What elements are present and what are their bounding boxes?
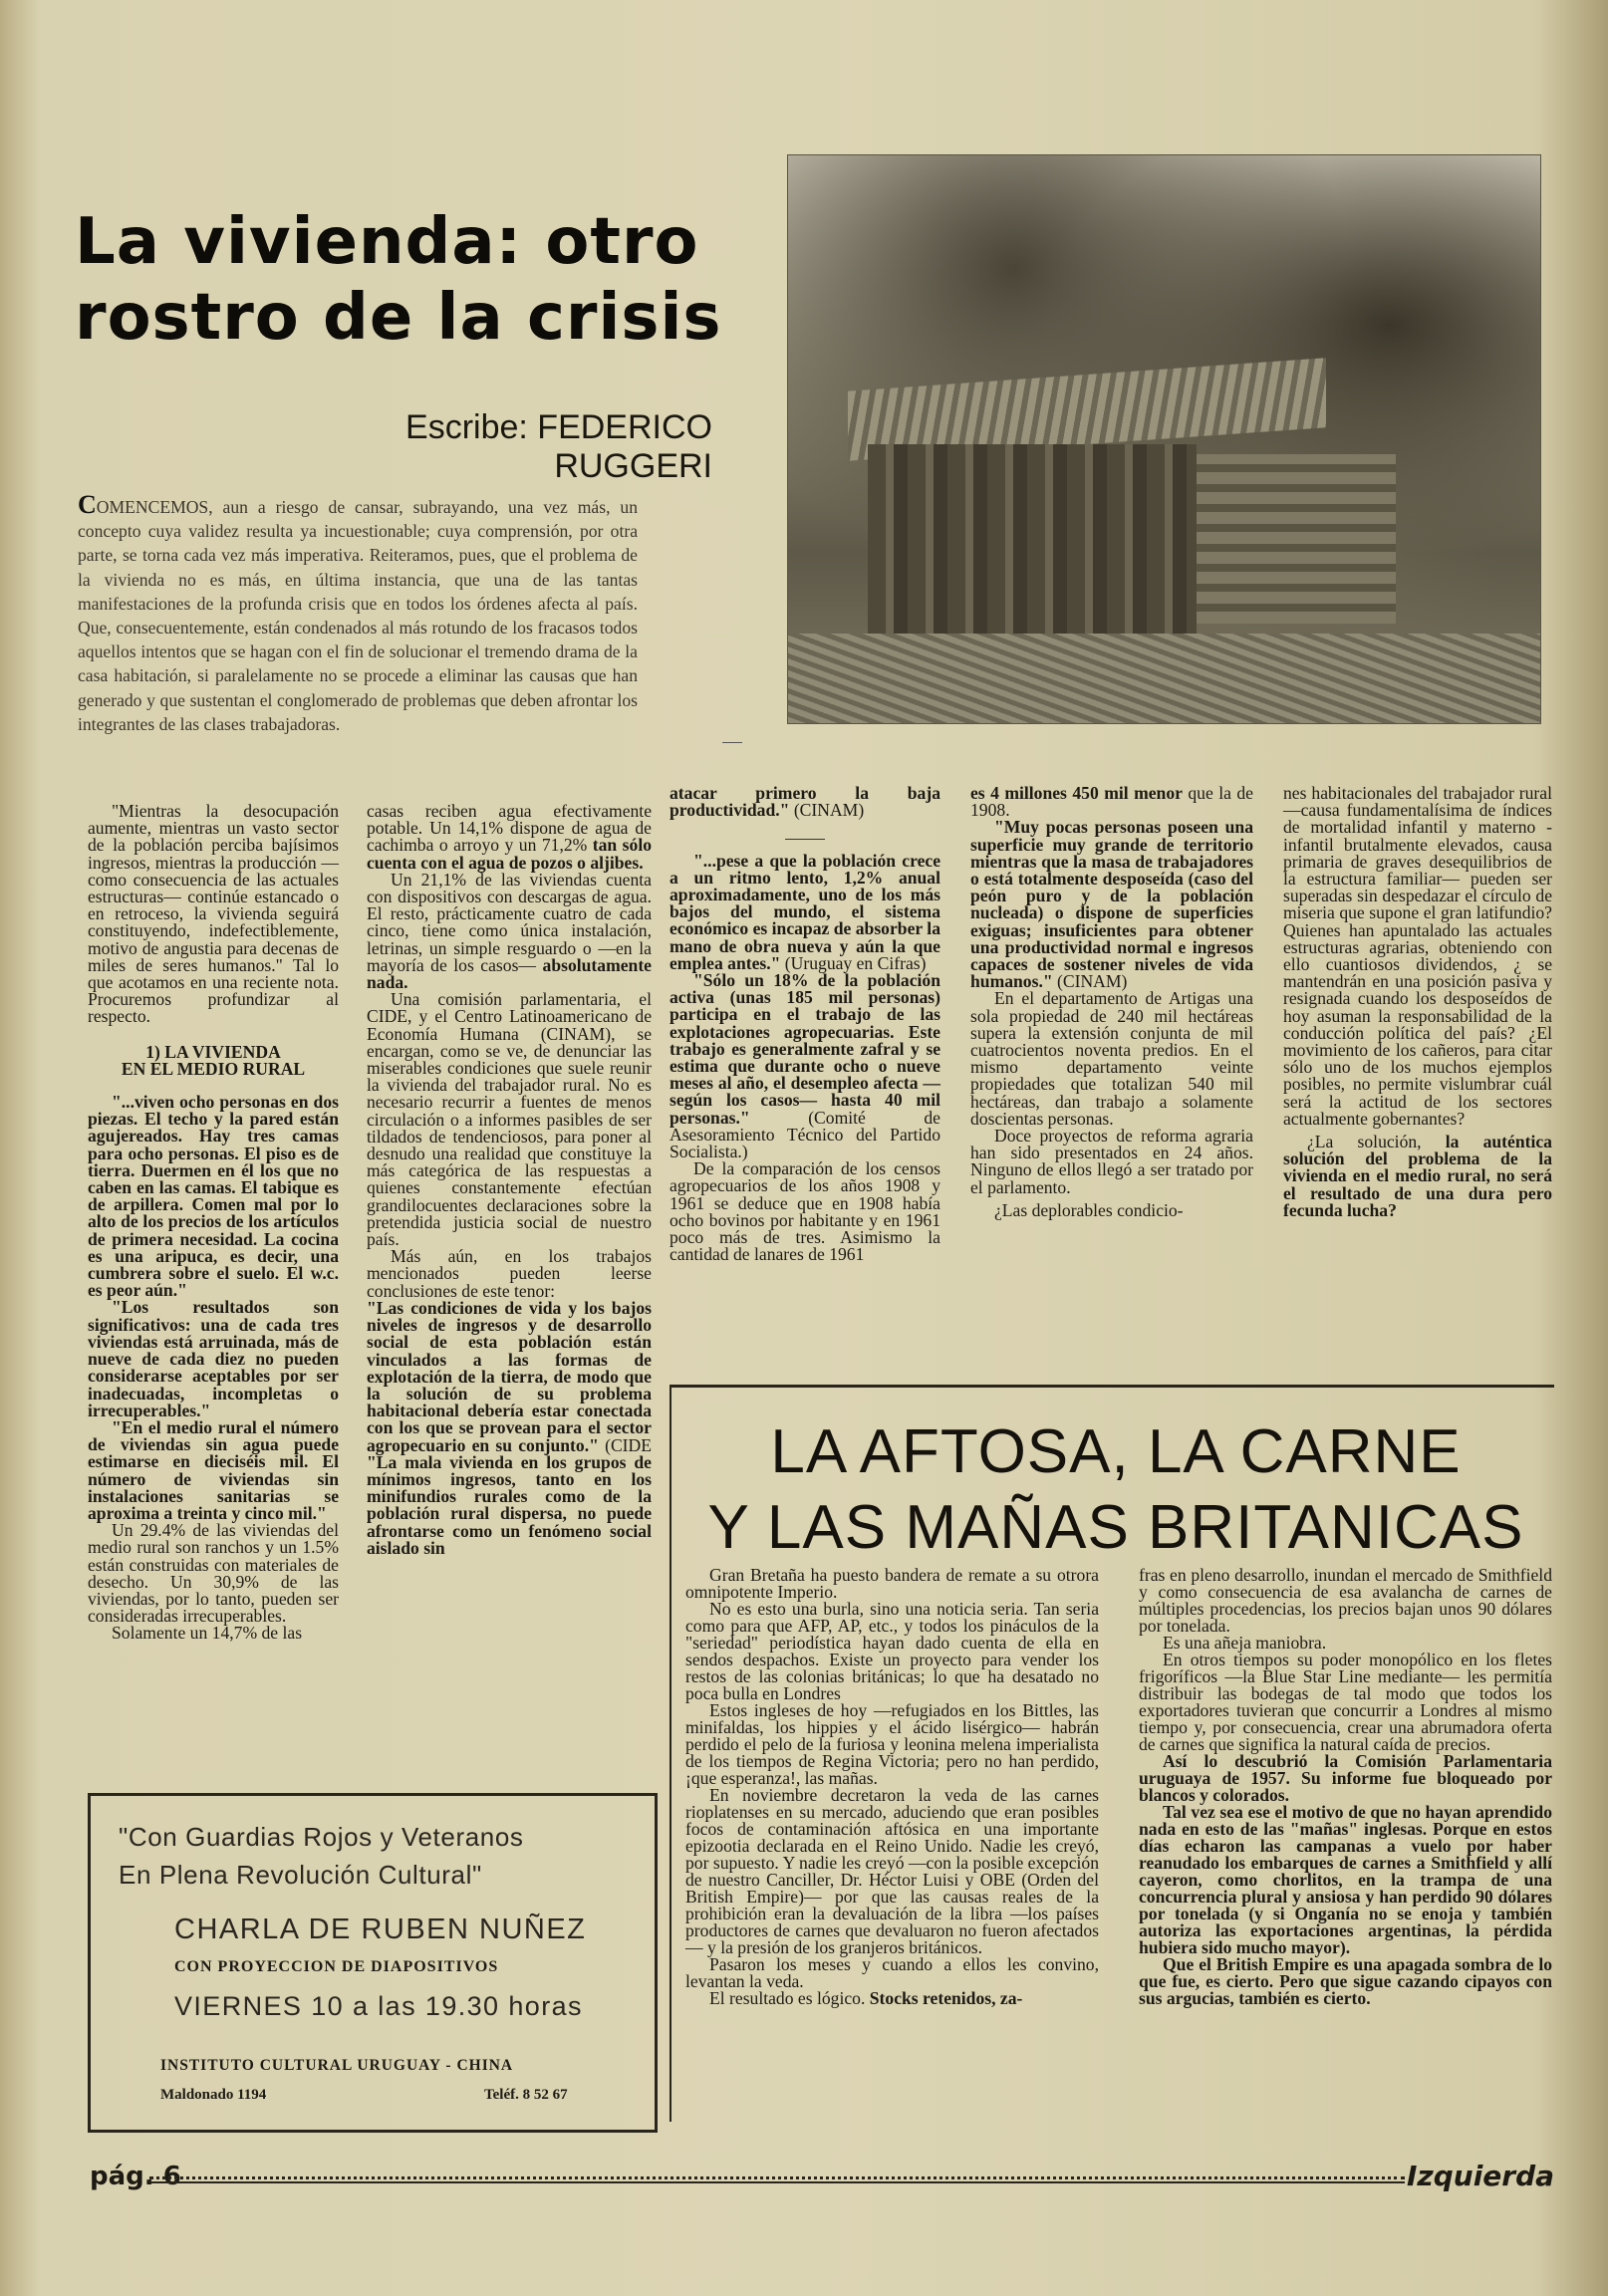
quote — [670, 850, 940, 973]
separator-dash — [722, 742, 742, 743]
paragraph: En noviembre decretaron la veda de las carnes rioplatenses en su mercado, aduciendo que eran posibles focos de contaminación aftósica en una importante epizootia declarada en el Reino Unido. Nadie les creyó, por supuesto. Y nadie les creyó —con la posible excepción de nuestro Canciller, Dr. Héctor Luisi y OBE (Orden del British Empire)— por que las causas reales de la prohibición eran la devaluación de la libra —los países productores de carnes que devaluaron no fueron afectados— y la presión de los granjeros británicos. — [685, 1785, 1099, 1957]
paragraph — [970, 785, 1253, 819]
text-run-bold: "Las condiciones de vida y los bajos niveles de ingresos y de desarrollo social de esta población están vinculados a las formas de explotación de la tierra, de modo que la solución de su problema habitacional debería estar conectada con los que se provean para el sector agropecuario en su conjunto." — [367, 1297, 652, 1455]
text-run: casas reciben agua efectivamente potable. Un 14,1% dispone de agua de cachimba o arroyo y un 71,2% — [367, 801, 652, 856]
ad-organizer: INSTITUTO CULTURAL URUGUAY - CHINA — [160, 2057, 514, 2074]
paragraph: En otros tiempos su poder monopólico en los fletes frigoríficos —la Blue Star Line mediante— les permitía distribuir las bodegas de tal modo que todos los exportadores tuvieran que concurrir a Londres al mismo tiempo y, por consecuencia, crear una abrumadora oferta de carnes que significa la natural caída de precios. — [1139, 1650, 1552, 1754]
article2-column-2 — [1139, 1567, 1552, 2007]
ad-speaker: CHARLA DE RUBEN NUÑEZ — [174, 1913, 587, 1945]
article-photo-shack — [787, 154, 1541, 724]
masthead-logo: Izquierda — [1407, 2160, 1555, 2192]
text-run-bold: "La mala vivienda en los grupos de mínimos ingresos, tanto en los minifundios rurales como de la población rural dispersa, no puede afrontarse como un fenómeno social aislado sin — [367, 1451, 652, 1558]
section-heading-line2: EN EL MEDIO RURAL — [121, 1058, 306, 1079]
article-column-2 — [367, 803, 652, 1557]
paragraph: Es una añeja maniobra. — [1163, 1633, 1327, 1653]
quote: "Los resultados son significativos: una de cada tres viviendas está arruinada, más de nueve de cada diez no pueden considerarse aceptables por ser inadecuadas, incompletas o irrecuperables." — [88, 1297, 339, 1420]
paragraph — [670, 785, 940, 819]
paragraph: Estos ingleses de hoy —refugiados en los Bittles, las minifaldas, los hippies y el ácido lisérgico— habrán perdido el pelo de la furiosa y leonina melena imperialista de los tiempos de Regina Victoria; pero no han perdido, ¡que esperanza!, las mañas. — [685, 1700, 1099, 1788]
event-advertisement-box — [88, 1793, 658, 2133]
article-title-line1: La vivienda: otro — [75, 205, 699, 279]
paragraph: De la comparación de los censos agropecuarios de los años 1908 y 1961 se deduce que en 1908 había ocho bovinos por habitante y en 1961 poco más de tres. Asimismo la cantidad de lanares de 1961 — [670, 1158, 940, 1265]
text-run-bold: tan sólo cuenta con el agua de pozos o aljibes. — [367, 835, 653, 873]
paragraph: No es esto una burla, sino una noticia seria. Tan seria como para que AFP, AP, etc., y todos los pináculos de la "seriedad" periodística hayan dado cuenta de ella en sendos despachos. Existe un proyecto para vender los restos de las colonias británicas; lo que ha desatado no poca bulla en Londres — [685, 1599, 1099, 1703]
article2-title — [677, 1414, 1554, 1566]
drop-cap: C — [78, 490, 97, 519]
text-run: (Uruguay en Cifras) — [780, 952, 927, 973]
paragraph: "Mientras la desocupación aumente, mientras un vasto sector de la población perciba bajísimos ingresos, mientras la producción —como consecuencia de las actuales estructuras— continúe estancado o en retroceso, la vivienda seguirá constituyendo, indefectiblemente, motivo de angustia para decenas de miles de seres humanos." Tal lo que acotamos en una reciente nota. Procuremos profundizar al respecto. — [88, 801, 339, 1027]
paragraph: Gran Bretaña ha puesto bandera de remate a su otrora omnipotente Imperio. — [685, 1565, 1099, 1602]
text-run: que la de 1908. — [970, 783, 1253, 821]
paragraph: Así lo descubrió la Comisión Parlamentaria uruguaya de 1957. Su informe fue bloqueado por blancos y colorados. — [1139, 1751, 1552, 1805]
article-column-1 — [88, 803, 339, 1643]
ad-quote-line2: En Plena Revolución Cultural" — [119, 1860, 482, 1890]
text-run: (CINAM) — [789, 800, 865, 821]
quote — [670, 972, 940, 1160]
text-run-bold: "Muy pocas personas poseen una superficie muy grande de territorio mientras que la masa de trabajadores o está totalmente desposeída (caso del peón puro y de la población nucleada) o dispone de superficies exiguas; insuficientes para obtener una productividad normal e ingresos capaces de sostener niveles de vida humanos." — [970, 817, 1253, 992]
ad-datetime: VIERNES 10 a las 19.30 horas — [174, 1991, 583, 2021]
ad-phone: Teléf. 8 52 67 — [484, 2087, 568, 2103]
article2-column-1 — [685, 1567, 1099, 2007]
paragraph: En el departamento de Artigas una sola propiedad de 240 mil hectáreas supera la extensión conjunta de mil cuatrocientos noventa predios. En el mismo departamento veinte propiedades que totalizan 540 mil hectáreas, dan trabajo a solamente doscientas personas. — [970, 988, 1253, 1129]
article2-top-rule — [670, 1385, 1554, 1388]
article-column-5 — [1283, 785, 1552, 1219]
quote — [367, 1297, 652, 1558]
page-number: pág. 6 — [90, 2162, 181, 2191]
paragraph: nes habitacionales del trabajador rural —causa fundamentalísima de índices de mortalidad infantil y materno - infantil brutalmente elevados, causa primaria de graves desequilibrios de la estructura familiar— pueden ser superadas sin despedazar el círculo de miseria que supone el gran latifundio? Quienes han apuntalado las actuales estructuras agrarias, obteniendo con ello cuantiosos dividendos, ¿ se mantendrán en una posición pasiva y resignada cuando los desposeídos de hoy asuman la responsabilidad de la conducción política del país? ¿El movimiento de los cañeros, para citar sólo uno de los muchos ejemplos posibles, no permite vislumbrar cuál será la actitud de los sectores actualmente gobernantes? — [1283, 783, 1552, 1129]
lead-text: OMENCEMOS, aun a riesgo de cansar, subrayando, una vez más, un concepto cuya validez resulta ya incuestionable; cuya comprensión, por otra parte, se torna cada vez más imperativa. Reiteramos, pues, que el problema de la vivienda no es más, en última instancia, que una de las tantas manifestaciones de la profunda crisis que en todos los órdenes afecta al país. Que, consecuentemente, están condenados al más rotundo de los fracasos todos aquellos intentos que se hagan con el fin de solucionar el tremendo drama de la casa habitación, si paralelamente no se procede a eliminar las causas que han generado y que sustentan el conglomerado de problemas que deben afrontar los integrantes de las clases trabajadoras. — [78, 497, 638, 734]
photo-wall — [868, 444, 1197, 643]
quote: "...viven ocho personas en dos piezas. El techo y la pared están agujereados. Hay tres camas para ocho personas. El piso es de tierra. Duermen en él los que no caben en las camas. El tabique es de arpillera. Comen mal por lo alto de los precios de los artículos de primera necesidad. La cocina es una aripuca, es decir, una cumbrera sobre el suelo. El w.c. es peor aún." — [88, 1092, 339, 1301]
text-run: El resultado es lógico. — [709, 1988, 870, 2008]
paragraph — [1283, 1134, 1552, 1219]
article-title-line2: rostro de la crisis — [75, 281, 722, 355]
paragraph: fras en pleno desarrollo, inundan el mercado de Smithfield y como consecuencia de esa avalancha de carnes de múltiples procedencias, los precios bajan unos 90 dólares por tonelada. — [1139, 1565, 1552, 1636]
paragraph — [685, 1990, 1099, 2007]
article2-title-line2: Y LAS MAÑAS BRITANICAS — [707, 1493, 1524, 1562]
paragraph: Una comisión parlamentaria, el CIDE, y el Centro Latinoamericano de Economía Humana (CINAM), se encargan, como se ve, de denunciar las miserables condiciones que suele reunir la vivienda del trabajador rural. No es necesario recurrir a fuentes de menos circulación o a informes pasibles de ser tildados de tendenciosos, para poner al desnudo una realidad que constituye la más categórica de las respuestas a quienes constantemente efectúan grandilocuentes declaraciones sobre la pretendida justicia social de nuestro país. — [367, 989, 652, 1250]
text-run: ¿La solución, — [1307, 1132, 1446, 1152]
quote: "En el medio rural el número de viviendas sin agua puede estimarse en dieciséis mil. El número de viviendas sin instalaciones sanitarias se aproxima a treinta y cinco mil." — [88, 1416, 339, 1523]
text-run: (CIDE — [598, 1434, 652, 1455]
text-run: Un 21,1% de las viviendas cuenta con dispositivos con descargas de agua. El resto, prácticamente cuatro de cada cinco, tiene como única instalación, letrinas, un simple resguardo o —en la mayoría de los casos— — [367, 869, 652, 975]
text-run-bold: absolutamente nada. — [367, 954, 652, 993]
ad-quote — [119, 1818, 637, 1894]
text-run-bold: atacar primero la baja productividad." — [670, 783, 940, 821]
separator-rule — [670, 829, 940, 846]
text-run-bold: la auténtica solución del problema de la vivienda en el medio rural, no será el resultado de una dura pero fecunda lucha? — [1283, 1132, 1552, 1220]
lead-paragraph — [78, 490, 638, 736]
article2-left-rule — [670, 1385, 671, 2122]
ad-address: Maldonado 1194 — [160, 2087, 267, 2103]
text-run-bold: Stocks retenidos, za- — [869, 1988, 1023, 2008]
text-run-bold: "Sólo un 18% de la población activa (unas 185 mil personas) participa en el trabajo de las explotaciones agropecuarias. Este trabajo es generalmente zafral y se estima que durante ocho o nueve meses al año, el desempleo afecta —según los casos— hasta 40 mil personas." — [670, 970, 940, 1128]
ad-subtitle: CON PROYECCION DE DIAPOSITIVOS — [174, 1958, 499, 1975]
section-heading-line1: 1) LA VIVIENDA — [145, 1041, 281, 1062]
article2-title-line1: LA AFTOSA, LA CARNE — [770, 1417, 1462, 1486]
paragraph — [367, 869, 652, 993]
paragraph: Que el British Empire es una apagada sombra de lo que fue, es cierto. Pero que sigue cazando cipayos con sus argucias, también es cierto. — [1139, 1954, 1552, 2008]
article-column-3 — [670, 785, 940, 1263]
text-run-bold: "...pese a que la población crece a un ritmo lento, 1,2% anual aproximadamente, uno de los más bajos del mundo, el sistema económico es incapaz de absorber la mano de obra nueva y aún la que emplea antes." — [670, 850, 940, 973]
paragraph: Solamente un 14,7% de las — [112, 1623, 303, 1644]
paragraph — [367, 803, 652, 872]
article-title — [75, 204, 722, 356]
article-column-4 — [970, 785, 1253, 1219]
text-run-bold: es 4 millones 450 mil menor — [970, 783, 1183, 803]
quote — [970, 819, 1253, 990]
ad-quote-line1: "Con Guardias Rojos y Veteranos — [119, 1822, 524, 1852]
paragraph: ¿Las deplorables condicio- — [994, 1199, 1184, 1220]
photo-wall-side — [1197, 454, 1396, 624]
footer-rule — [149, 2181, 1405, 2183]
text-run: (Comité de Asesoramiento Técnico del Partido Socialista.) — [670, 1107, 940, 1162]
paragraph: Más aún, en los trabajos mencionados pueden leerse conclusiones de este tenor: — [367, 1246, 652, 1301]
footer-rule-dotted — [149, 2176, 1405, 2179]
paragraph: Tal vez sea ese el motivo de que no hayan aprendido nada en esto de las "mañas" inglesas. Porque en estos días echaron las campanas a vuelo por haber reanudado los embarques de carnes a Smithfield y allí cayeron, como chorlitos, en la trampa de una concurrencia plural y ansiosa y han perdido 90 dólares por tonelada (y si Onganía no se enoja y también autoriza las exportaciones argentinas, la pérdida hubiera sido mucho mayor). — [1139, 1802, 1552, 1957]
paragraph: Un 29.4% de las viviendas del medio rural son ranchos y un 1.5% están construidas con materiales de desecho. Un 30,9% de las viviendas, por lo tanto, pueden ser consideradas irrecuperables. — [88, 1520, 339, 1627]
section-heading — [88, 1041, 339, 1079]
paragraph: Doce proyectos de reforma agraria han sido presentados en 24 años. Ninguno de ellos llegó a ser tratado por el parlamento. — [970, 1126, 1253, 1197]
photo-ground — [788, 634, 1540, 723]
paragraph: Pasaron los meses y cuando a ellos les convino, levantan la veda. — [685, 1954, 1099, 1991]
byline: Escribe: FEDERICO RUGGERI — [405, 408, 712, 485]
text-run: (CINAM) — [1052, 971, 1128, 992]
